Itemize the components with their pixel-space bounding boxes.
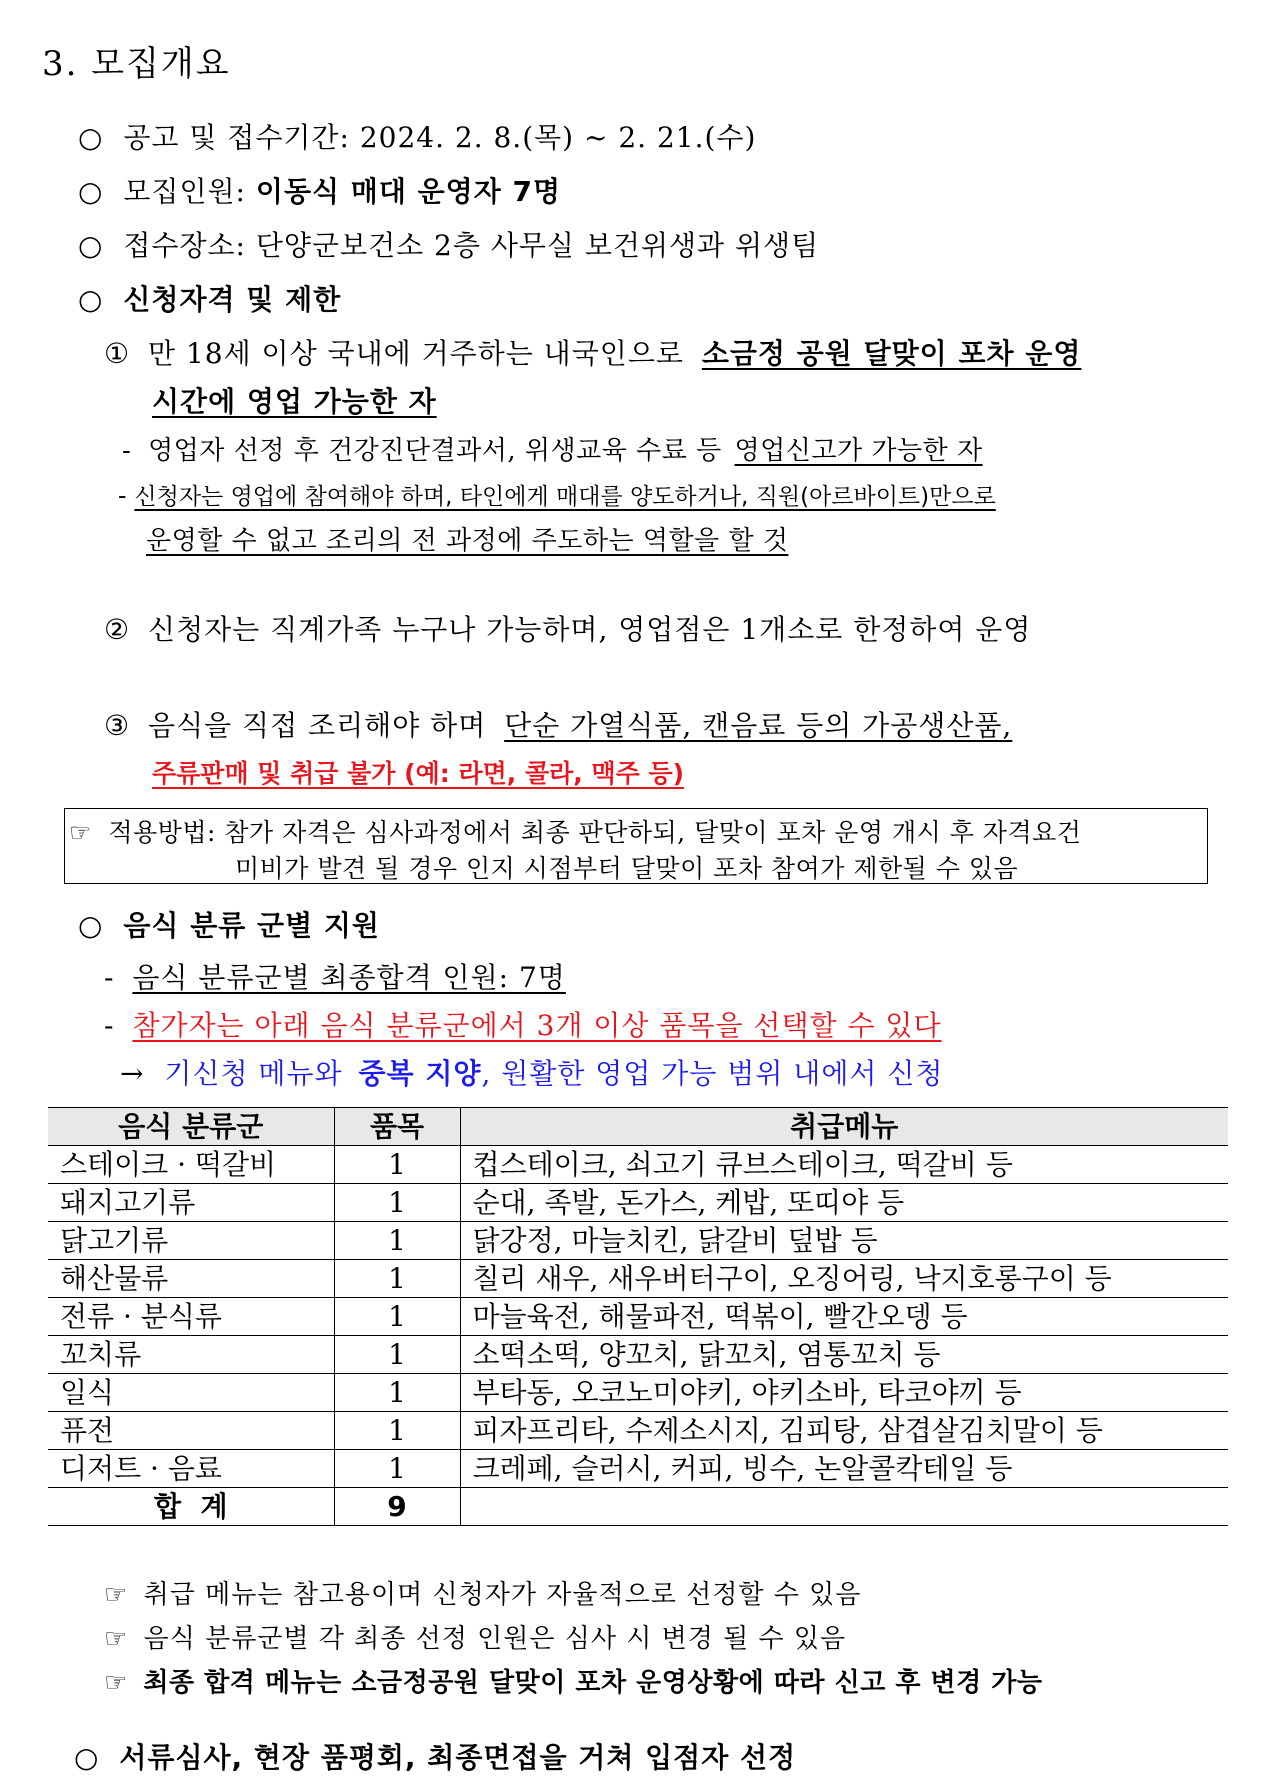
q1-sub-1 <box>122 430 983 467</box>
pointer-note-3-text: 최종 합격 메뉴는 소금정공원 달맞이 포차 운영상황에 따라 신고 후 변경 가능 <box>143 1668 1043 1698</box>
food-sub-2 <box>104 1004 942 1044</box>
count-cell: 1 <box>334 1184 460 1222</box>
q1-text-a: 만 18세 이상 국내에 거주하는 내국인으로 <box>148 337 684 370</box>
qualification-item-1 <box>104 332 1081 372</box>
pointing-hand-icon: ☞ <box>104 1624 129 1654</box>
total-menu <box>460 1488 1228 1526</box>
table-row <box>48 1450 1228 1488</box>
circle-bullet-icon: ○ <box>78 229 104 262</box>
pointer-note-2-text: 음식 분류군별 각 최종 선정 인원은 심사 시 변경 될 수 있음 <box>143 1624 847 1654</box>
pointing-hand-icon: ☞ <box>104 1668 128 1698</box>
food-sub-1-text: 음식 분류군별 최종합격 인원: 7명 <box>132 961 566 994</box>
qualification-heading <box>78 278 341 318</box>
recruit-label: 모집인원: <box>123 175 246 208</box>
qualification-title: 신청자격 및 제한 <box>123 283 342 316</box>
menu-cell: 컵스테이크, 쇠고기 큐브스테이크, 떡갈비 등 <box>460 1146 1228 1184</box>
q1-text-b: 소금정 공원 달맞이 포차 운영 <box>701 337 1082 370</box>
menu-cell: 닭강정, 마늘치킨, 닭갈비 덮밥 등 <box>460 1222 1228 1260</box>
dash-bullet: - <box>118 481 127 510</box>
food-group-title: 음식 분류 군별 지원 <box>123 909 380 942</box>
pointer-note-1-text: 취급 메뉴는 참고용이며 신청자가 자율적으로 선정할 수 있음 <box>143 1580 862 1610</box>
menu-cell: 칠리 새우, 새우버터구이, 오징어링, 낙지호롱구이 등 <box>460 1260 1228 1298</box>
table-row <box>48 1184 1228 1222</box>
circle-bullet-icon: ○ <box>78 175 104 208</box>
qualification-item-3 <box>104 704 1012 744</box>
section-heading: 3. 모집개요 <box>42 44 231 84</box>
place-line <box>78 224 819 264</box>
circled-number-1-icon: ① <box>104 337 131 370</box>
final-selection-line <box>74 1736 796 1776</box>
header-menu: 취급메뉴 <box>460 1108 1228 1146</box>
header-category: 음식 분류군 <box>48 1108 334 1146</box>
final-selection-text: 서류심사, 현장 품평회, 최종면접을 거쳐 입점자 선정 <box>119 1741 797 1774</box>
note-line-1 <box>69 813 1081 849</box>
note-line-2: 미비가 발견 될 경우 인지 시점부터 달맞이 포차 참여가 제한될 수 있음 <box>235 854 1019 883</box>
recruit-value: 이동식 매대 운영자 7명 <box>255 175 562 208</box>
menu-cell: 피자프리타, 수제소시지, 김피탕, 삼겹살김치말이 등 <box>460 1412 1228 1450</box>
circled-number-2-icon: ② <box>104 613 131 646</box>
q3-text-b: 단순 가열식품, 캔음료 등의 가공생산품, <box>504 709 1013 742</box>
total-count: 9 <box>334 1488 460 1526</box>
circled-number-3-icon: ③ <box>104 709 131 742</box>
food-sub-1 <box>104 956 566 996</box>
count-cell: 1 <box>334 1260 460 1298</box>
q1-sub-2 <box>118 478 996 511</box>
qualification-item-1-cont <box>152 380 437 420</box>
menu-cell: 크레페, 슬러시, 커피, 빙수, 논알콜칵테일 등 <box>460 1450 1228 1488</box>
q1-sub-2-line1: 신청자는 영업에 참여해야 하며, 타인에게 매대를 양도하거나, 직원(아르바이트)만으로 <box>134 484 996 510</box>
menu-cell: 소떡소떡, 양꼬치, 닭꼬치, 염통꼬치 등 <box>460 1336 1228 1374</box>
count-cell: 1 <box>334 1298 460 1336</box>
q1-sub-1-underline: 영업신고가 가능한 자 <box>734 436 983 466</box>
circle-bullet-icon: ○ <box>74 1741 100 1774</box>
count-cell: 1 <box>334 1146 460 1184</box>
category-cell: 퓨전 <box>48 1412 334 1450</box>
dash-bullet: - <box>122 436 132 466</box>
q3-text-c: 주류판매 및 취급 불가 (예: 라면, 콜라, 맥주 등) <box>152 759 685 788</box>
count-cell: 1 <box>334 1336 460 1374</box>
total-label: 합 계 <box>48 1488 334 1526</box>
q1-sub-2-cont <box>146 520 788 557</box>
food-group-heading <box>78 904 380 944</box>
count-cell: 1 <box>334 1374 460 1412</box>
category-cell: 꼬치류 <box>48 1336 334 1374</box>
qualification-item-3-cont <box>152 754 684 790</box>
pointer-note-2 <box>104 1618 846 1655</box>
note-line-1-text: 적용방법: 참가 자격은 심사과정에서 최종 판단하되, 달맞이 포차 운영 개시 후 자격요건 <box>108 818 1082 847</box>
count-cell: 1 <box>334 1222 460 1260</box>
pointing-hand-icon: ☞ <box>104 1580 129 1610</box>
circle-bullet-icon: ○ <box>78 283 104 316</box>
category-cell: 해산물류 <box>48 1260 334 1298</box>
place-text: 접수장소: 단양군보건소 2층 사무실 보건위생과 위생팀 <box>123 229 820 262</box>
qualification-item-2 <box>104 608 1031 648</box>
q2-text: 신청자는 직계가족 누구나 가능하며, 영업점은 1개소로 한정하여 운영 <box>148 613 1032 646</box>
count-cell: 1 <box>334 1450 460 1488</box>
q1-sub-2-line2: 운영할 수 없고 조리의 전 과정에 주도하는 역할을 할 것 <box>146 526 789 556</box>
table-row <box>48 1336 1228 1374</box>
table-total-row <box>48 1488 1228 1526</box>
table-row <box>48 1222 1228 1260</box>
arrow-right-icon: → <box>120 1057 145 1090</box>
circle-bullet-icon: ○ <box>78 121 104 154</box>
dash-bullet: - <box>104 961 115 994</box>
application-method-note <box>64 808 1208 884</box>
table-row <box>48 1260 1228 1298</box>
food-category-table <box>48 1107 1228 1526</box>
food-sub-2-text: 참가자는 아래 음식 분류군에서 3개 이상 품목을 선택할 수 있다 <box>132 1009 942 1042</box>
menu-cell: 순대, 족발, 돈가스, 케밥, 또띠야 등 <box>460 1184 1228 1222</box>
q3-text-a: 음식을 직접 조리해야 하며 <box>148 709 487 742</box>
table-row <box>48 1412 1228 1450</box>
table-row <box>48 1374 1228 1412</box>
q1-sub-1-text: 영업자 선정 후 건강진단결과서, 위생교육 수료 등 <box>148 436 722 466</box>
recruit-line <box>78 170 561 210</box>
menu-cell: 부타동, 오코노미야키, 야키소바, 타코야끼 등 <box>460 1374 1228 1412</box>
pointing-hand-icon: ☞ <box>69 818 92 847</box>
table-row <box>48 1298 1228 1336</box>
food-arrow-line <box>120 1052 943 1092</box>
period-text: 공고 및 접수기간: 2024. 2. 8.(목) ~ 2. 21.(수) <box>123 121 757 154</box>
category-cell: 돼지고기류 <box>48 1184 334 1222</box>
arrow-text-c: , 원활한 영업 가능 범위 내에서 신청 <box>481 1057 944 1090</box>
arrow-text-b: 중복 지양 <box>358 1057 482 1090</box>
circle-bullet-icon: ○ <box>78 909 104 942</box>
header-count: 품목 <box>334 1108 460 1146</box>
dash-bullet: - <box>104 1009 115 1042</box>
pointer-note-1 <box>104 1574 861 1611</box>
table-header-row <box>48 1108 1228 1146</box>
category-cell: 일식 <box>48 1374 334 1412</box>
category-cell: 스테이크 · 떡갈비 <box>48 1146 334 1184</box>
pointer-note-3 <box>104 1662 1043 1699</box>
count-cell: 1 <box>334 1412 460 1450</box>
q1-text-c: 시간에 영업 가능한 자 <box>152 385 437 418</box>
table-row <box>48 1146 1228 1184</box>
category-cell: 디저트 · 음료 <box>48 1450 334 1488</box>
arrow-text-a: 기신청 메뉴와 <box>164 1057 343 1090</box>
menu-cell: 마늘육전, 해물파전, 떡볶이, 빨간오뎅 등 <box>460 1298 1228 1336</box>
category-cell: 전류 · 분식류 <box>48 1298 334 1336</box>
category-cell: 닭고기류 <box>48 1222 334 1260</box>
period-line <box>78 116 756 156</box>
